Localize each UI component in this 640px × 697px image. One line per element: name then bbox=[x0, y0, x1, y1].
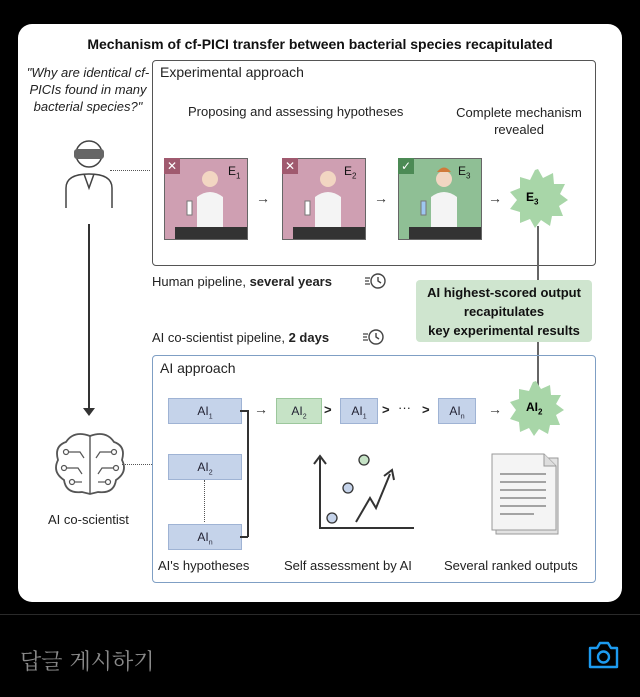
document-stack-icon bbox=[490, 450, 566, 536]
right-connector-top bbox=[537, 226, 539, 280]
fail-mark-icon: ✕ bbox=[164, 158, 180, 174]
arrow-icon: → bbox=[488, 401, 502, 417]
e3-label: $E_3$ bbox=[458, 164, 471, 181]
person-connector bbox=[110, 170, 150, 171]
chain-dots: ··· bbox=[398, 400, 411, 415]
question-text: "Why are identical cf-PICIs found in many bacterial species?" bbox=[26, 65, 150, 114]
greater-than-icon: > bbox=[422, 402, 430, 417]
arrow-icon: → bbox=[488, 190, 502, 206]
brain-circuit-icon bbox=[52, 428, 128, 500]
fail-mark-icon: ✕ bbox=[282, 158, 298, 174]
result-e3-label: $E_3$ bbox=[526, 190, 539, 207]
complete-label: Complete mechanism revealed bbox=[456, 105, 582, 137]
proposing-label: Proposing and assessing hypotheses bbox=[188, 104, 404, 119]
reply-input[interactable]: 답글 게시하기 bbox=[20, 650, 155, 675]
arrow-icon: → bbox=[256, 190, 270, 206]
left-vertical-line bbox=[88, 224, 90, 412]
hypothesis-dots bbox=[204, 480, 205, 522]
figure-card bbox=[18, 24, 622, 602]
hypothesis-ai1: $AI_1$ bbox=[168, 398, 242, 424]
ai-pipeline-label: AI co-scientist pipeline, 2 days bbox=[152, 330, 330, 345]
clock-icon bbox=[362, 327, 386, 347]
arrow-icon: → bbox=[254, 401, 268, 417]
figure-title: Mechanism of cf-PICI transfer between bacterial species recapitulated bbox=[87, 36, 553, 52]
greater-than-icon: > bbox=[324, 402, 332, 417]
hypothesis-ain: $AI_n$ bbox=[168, 524, 242, 550]
success-check-icon: ✓ bbox=[398, 158, 414, 174]
greater-than-icon: > bbox=[382, 402, 390, 417]
e1-label: $E_1$ bbox=[228, 164, 241, 181]
self-assessment-caption: Self assessment by AI bbox=[284, 558, 412, 573]
ai-approach-label: AI approach bbox=[160, 360, 236, 376]
bracket-side bbox=[247, 410, 249, 537]
chain-ain: $AI_n$ bbox=[438, 398, 476, 424]
callout-line-1: AI highest-scored output bbox=[427, 285, 581, 300]
experimental-approach-label: Experimental approach bbox=[160, 64, 304, 80]
chain-ai1: $AI_1$ bbox=[340, 398, 378, 424]
brain-connector bbox=[122, 464, 152, 465]
hypothesis-ai2: $AI_2$ bbox=[168, 454, 242, 480]
hypotheses-caption: AI's hypotheses bbox=[158, 558, 250, 573]
ranked-outputs-caption: Several ranked outputs bbox=[444, 558, 578, 573]
chain-ai2: $AI_2$ bbox=[276, 398, 322, 424]
reply-divider bbox=[0, 614, 640, 615]
left-arrow-head bbox=[83, 408, 95, 416]
human-pipeline-label: Human pipeline, several years bbox=[152, 274, 332, 289]
callout-line-2: recapitulates bbox=[463, 304, 545, 319]
ai-co-scientist-label: AI co-scientist bbox=[48, 512, 129, 527]
result-ai2-label: $AI_2$ bbox=[526, 400, 543, 417]
clock-icon bbox=[364, 271, 388, 291]
arrow-icon: → bbox=[374, 190, 388, 206]
result-callout bbox=[416, 280, 592, 342]
scatter-plot-icon bbox=[308, 452, 418, 534]
camera-icon[interactable] bbox=[586, 640, 620, 670]
e2-label: $E_2$ bbox=[344, 164, 357, 181]
callout-line-3: key experimental results bbox=[428, 323, 580, 338]
